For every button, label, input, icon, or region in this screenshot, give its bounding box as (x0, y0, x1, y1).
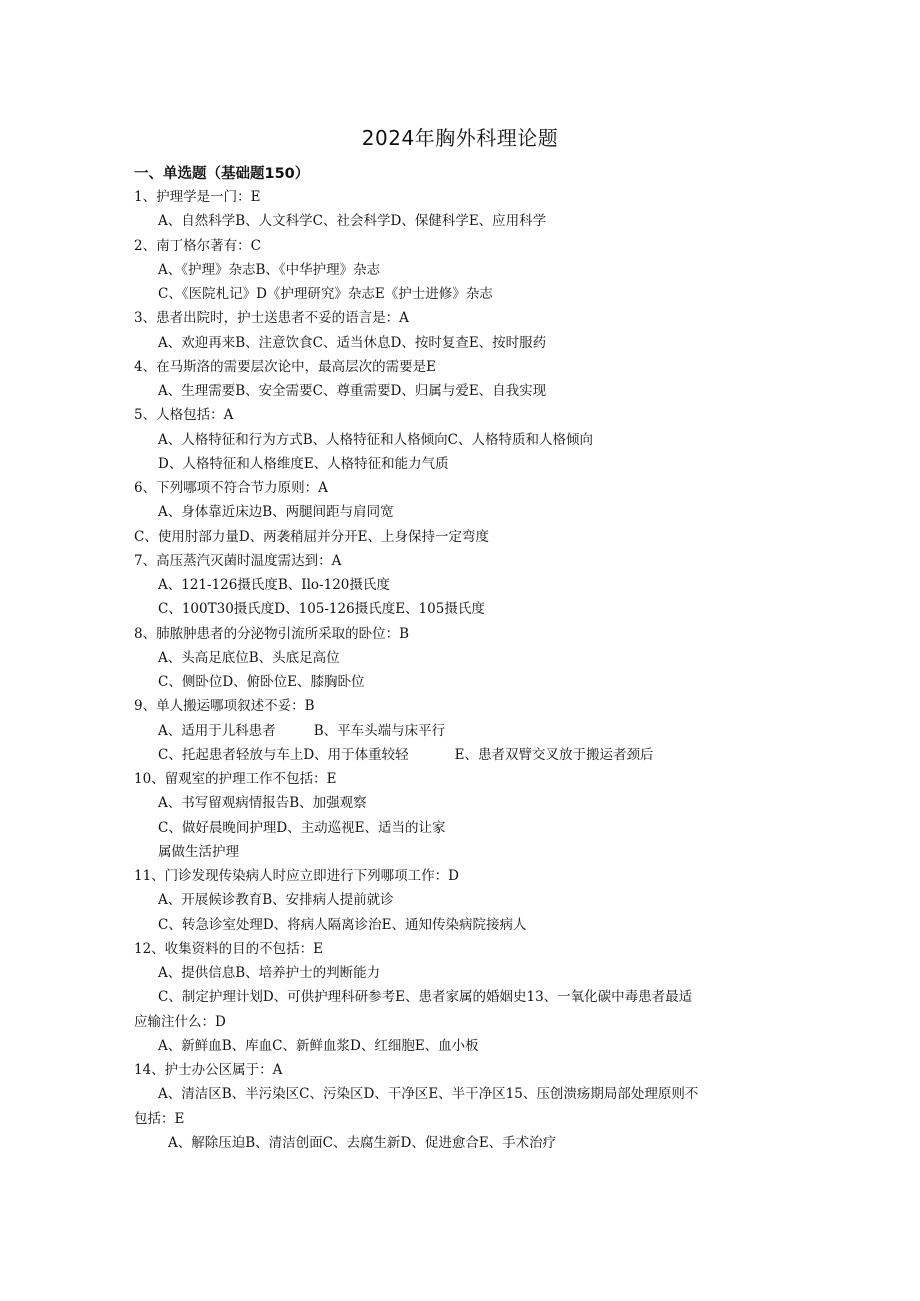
options-5a: A、人格特征和行为方式B、人格特征和人格倾向C、人格特质和人格倾向 (158, 431, 593, 448)
options-6a: A、身体靠近床边B、两腿间距与肩同宽 (158, 504, 394, 521)
options-11a: A、开展候诊教育B、安排病人提前就诊 (158, 892, 394, 909)
question-7: 7、高压蒸汽灭菌时温度需达到：A (134, 552, 342, 569)
options-13: A、新鲜血B、库血C、新鲜血浆D、红细胞E、血小板 (158, 1037, 479, 1054)
question-10: 10、留观室的护理工作不包括：E (134, 771, 337, 787)
options-12b-question-13: C、制定护理计划D、可供护理科研参考E、患者家属的婚姻史13、一氧化碳中毒患者最适 (158, 989, 693, 1006)
question-13-continued: 应输注什么：D (134, 1013, 226, 1030)
question-2: 2、南丁格尔著有：C (134, 237, 261, 254)
option-9a-text: A、适用于儿科患者 (158, 722, 276, 739)
option-9c-text: C、托起患者轻放与车上D、用于体重较轻 (158, 746, 409, 763)
options-10b: C、做好晨晚间护理D、主动巡视E、适当的让家 (158, 819, 446, 836)
question-11: 11、门诊发现传染病人时应立即进行下列哪项工作：D (134, 868, 460, 884)
options-10a: A、书写留观病情报告B、加强观察 (158, 795, 367, 812)
options-11b: C、转急诊室处理D、将病人隔离诊治E、通知传染病院接病人 (158, 916, 527, 933)
question-9: 9、单人搬运哪项叙述不妥：B (134, 698, 315, 715)
question-12: 12、收集资料的目的不包括：E (134, 940, 324, 957)
options-15: A、解除压迫B、清洁创面C、去腐生新D、促进愈合E、手术治疗 (168, 1134, 557, 1151)
section-heading: 一、单选题（基础题150） (134, 166, 310, 182)
options-2a: A、《护理》杂志B、《中华护理》杂志 (158, 261, 381, 278)
options-10c: 属做生活护理 (158, 843, 239, 860)
options-8b: C、侧卧位D、俯卧位E、膝胸卧位 (158, 674, 365, 690)
options-9b (0, 743, 920, 767)
options-7b: C、100T30摄氏度D、105-126摄氏度E、105摄氏度 (158, 601, 485, 618)
question-6: 6、下列哪项不符合节力原则：A (134, 480, 328, 496)
question-1: 1、护理学是一门：E (134, 189, 261, 205)
options-1: A、自然科学B、人文科学C、社会科学D、保健科学E、应用科学 (158, 213, 547, 230)
question-list (0, 185, 920, 1155)
document-title: 2024年胸外科理论题 (361, 126, 559, 150)
options-6b: C、使用肘部力量D、两袭稍屈并分开E、上身保持一定弯度 (134, 528, 490, 545)
question-5: 5、人格包括：A (134, 407, 234, 424)
options-7a: A、121-126摄氏度B、Ilo-120摄氏度 (158, 577, 390, 593)
question-15-continued: 包括：E (134, 1110, 185, 1127)
options-4: A、生理需要B、安全需要C、尊重需要D、归属与爱E、自我实现 (158, 383, 547, 399)
option-9e-text: E、患者双臂交叉放于搬运者颈后 (454, 746, 654, 763)
options-9a (0, 719, 920, 743)
question-14: 14、护士办公区属于：A (134, 1062, 283, 1078)
options-2b: C、《医院札记》D《护理研究》杂志E《护士进修》杂志 (158, 286, 493, 302)
question-3: 3、患者出院时，护士送患者不妥的语言是：A (134, 310, 409, 327)
question-8: 8、肺脓肿患者的分泌物引流所采取的卧位：B (134, 625, 410, 642)
options-8a: A、头高足底位B、头底足高位 (158, 649, 340, 666)
options-5b: D、人格特征和人格维度E、人格特征和能力气质 (158, 455, 449, 472)
question-4: 4、在马斯洛的需要层次论中，最高层次的需要是E (134, 358, 436, 375)
option-9b-text: B、平车头端与床平行 (313, 722, 446, 739)
options-3: A、欢迎再来B、注意饮食C、适当休息D、按时复查E、按时服药 (158, 334, 547, 351)
options-14-question-15: A、清洁区B、半污染区C、污染区D、干净区E、半干净区15、压创溃疡期局部处理原则不 (158, 1086, 699, 1103)
options-12a: A、提供信息B、培养护士的判断能力 (158, 965, 381, 981)
